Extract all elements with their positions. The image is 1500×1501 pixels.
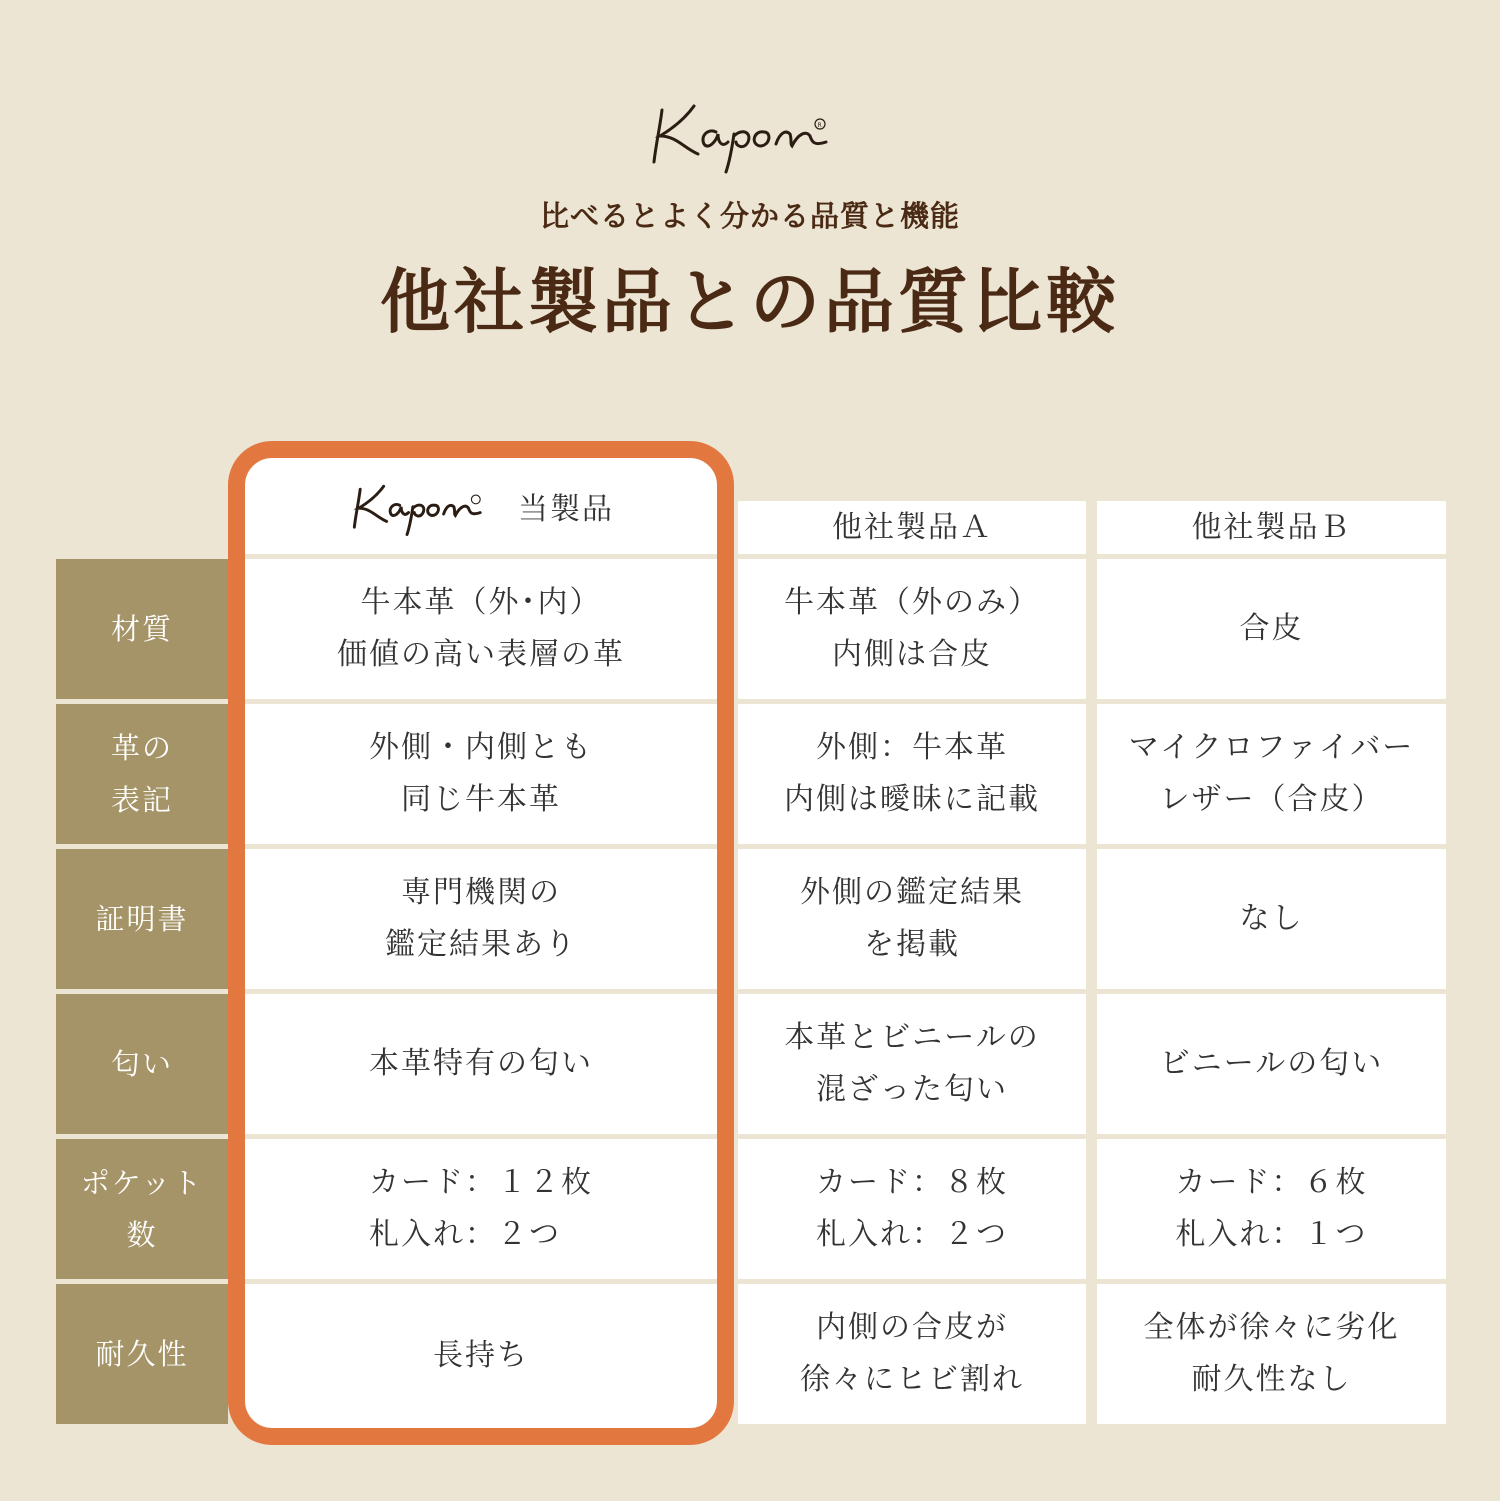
column-label-ours: 当製品: [518, 492, 614, 527]
cell-line: 徐々にヒビ割れ: [800, 1362, 1024, 1397]
cell-line: 長持ち: [433, 1338, 529, 1373]
cell-b-durability: [1097, 1284, 1446, 1424]
cell-a-durability: [738, 1284, 1086, 1424]
label-line: 材質: [110, 612, 173, 646]
cell-line: 鑑定結果あり: [385, 927, 577, 962]
row-label-material: [56, 559, 228, 699]
cell-line: 札入れ：２つ: [816, 1217, 1008, 1252]
label-line: 革の: [110, 731, 173, 765]
label-line: 表記: [110, 783, 173, 817]
cell-line: マイクロファイバー: [1128, 730, 1415, 765]
column-header-a: [738, 501, 1086, 554]
cell-line: 牛本革（外･内）: [360, 585, 602, 620]
cell-ours-durability: [245, 1284, 717, 1428]
column-header-b: [1097, 501, 1446, 554]
cell-line: を掲載: [864, 927, 960, 962]
cell-line: カード：６枚: [1175, 1165, 1368, 1200]
brand-logo-small: [348, 476, 488, 536]
cell-line: 外側の鑑定結果: [800, 875, 1024, 910]
cell-a-smell: [738, 994, 1086, 1134]
cell-ours-smell: [245, 994, 717, 1134]
cell-line: なし: [1239, 901, 1304, 936]
cell-line: 内側の合皮が: [816, 1310, 1008, 1345]
row-label-smell: [56, 994, 228, 1134]
cell-line: 価値の高い表層の革: [337, 637, 625, 672]
row-label-pockets: [56, 1139, 228, 1279]
cell-ours-leather-notation: [245, 704, 717, 844]
cell-line: 全体が徐々に劣化: [1143, 1310, 1400, 1345]
cell-line: 外側・内側とも: [369, 730, 593, 765]
cell-a-leather-notation: [738, 704, 1086, 844]
cell-line: レザー（合皮）: [1159, 782, 1384, 817]
cell-line: 札入れ：１つ: [1175, 1217, 1368, 1252]
cell-ours-pockets: [245, 1139, 717, 1279]
cell-line: 混ざった匂い: [816, 1072, 1008, 1107]
cell-line: 外側：牛本革: [816, 730, 1008, 765]
cell-a-material: [738, 559, 1086, 699]
cell-line: ビニールの匂い: [1159, 1046, 1384, 1081]
cell-ours-certificate: [245, 849, 717, 989]
cell-b-pockets: [1097, 1139, 1446, 1279]
label-line: 証明書: [95, 902, 189, 936]
row-label-durability: [56, 1284, 228, 1424]
cell-b-smell: [1097, 994, 1446, 1134]
label-line: 耐久性: [95, 1337, 189, 1371]
cell-line: 合皮: [1239, 611, 1304, 646]
row-label-certificate: [56, 849, 228, 989]
cell-line: カード：１２枚: [369, 1165, 593, 1200]
cell-line: 内側は合皮: [832, 637, 992, 672]
cell-line: 専門機関の: [401, 875, 561, 910]
cell-b-material: [1097, 559, 1446, 699]
label-line: 匂い: [110, 1047, 173, 1081]
column-label-a: 他社製品Ａ: [832, 509, 992, 545]
label-line: ポケット: [80, 1166, 204, 1200]
column-label-b: 他社製品Ｂ: [1191, 509, 1352, 545]
cell-line: 札入れ：２つ: [369, 1217, 561, 1252]
page-subtitle: 比べるとよく分かる品質と機能: [539, 199, 960, 233]
cell-ours-material: [245, 559, 717, 699]
cell-a-certificate: [738, 849, 1086, 989]
label-line: 数: [126, 1218, 158, 1252]
row-label-leather-notation: [56, 704, 228, 844]
cell-line: 牛本革（外のみ）: [784, 585, 1040, 620]
cell-b-certificate: [1097, 849, 1446, 989]
cell-line: 本革とビニールの: [784, 1020, 1040, 1055]
column-header-ours: [245, 458, 717, 554]
brand-logo: [650, 92, 832, 174]
cell-line: 内側は曖昧に記載: [784, 782, 1040, 817]
cell-b-leather-notation: [1097, 704, 1446, 844]
page-title: 他社製品との品質比較: [380, 261, 1120, 343]
cell-line: カード：８枚: [816, 1165, 1008, 1200]
cell-line: 同じ牛本革: [401, 782, 561, 817]
cell-a-pockets: [738, 1139, 1086, 1279]
cell-line: 耐久性なし: [1191, 1362, 1352, 1397]
cell-line: 本革特有の匂い: [369, 1046, 593, 1081]
svg-text:R: R: [817, 122, 822, 129]
